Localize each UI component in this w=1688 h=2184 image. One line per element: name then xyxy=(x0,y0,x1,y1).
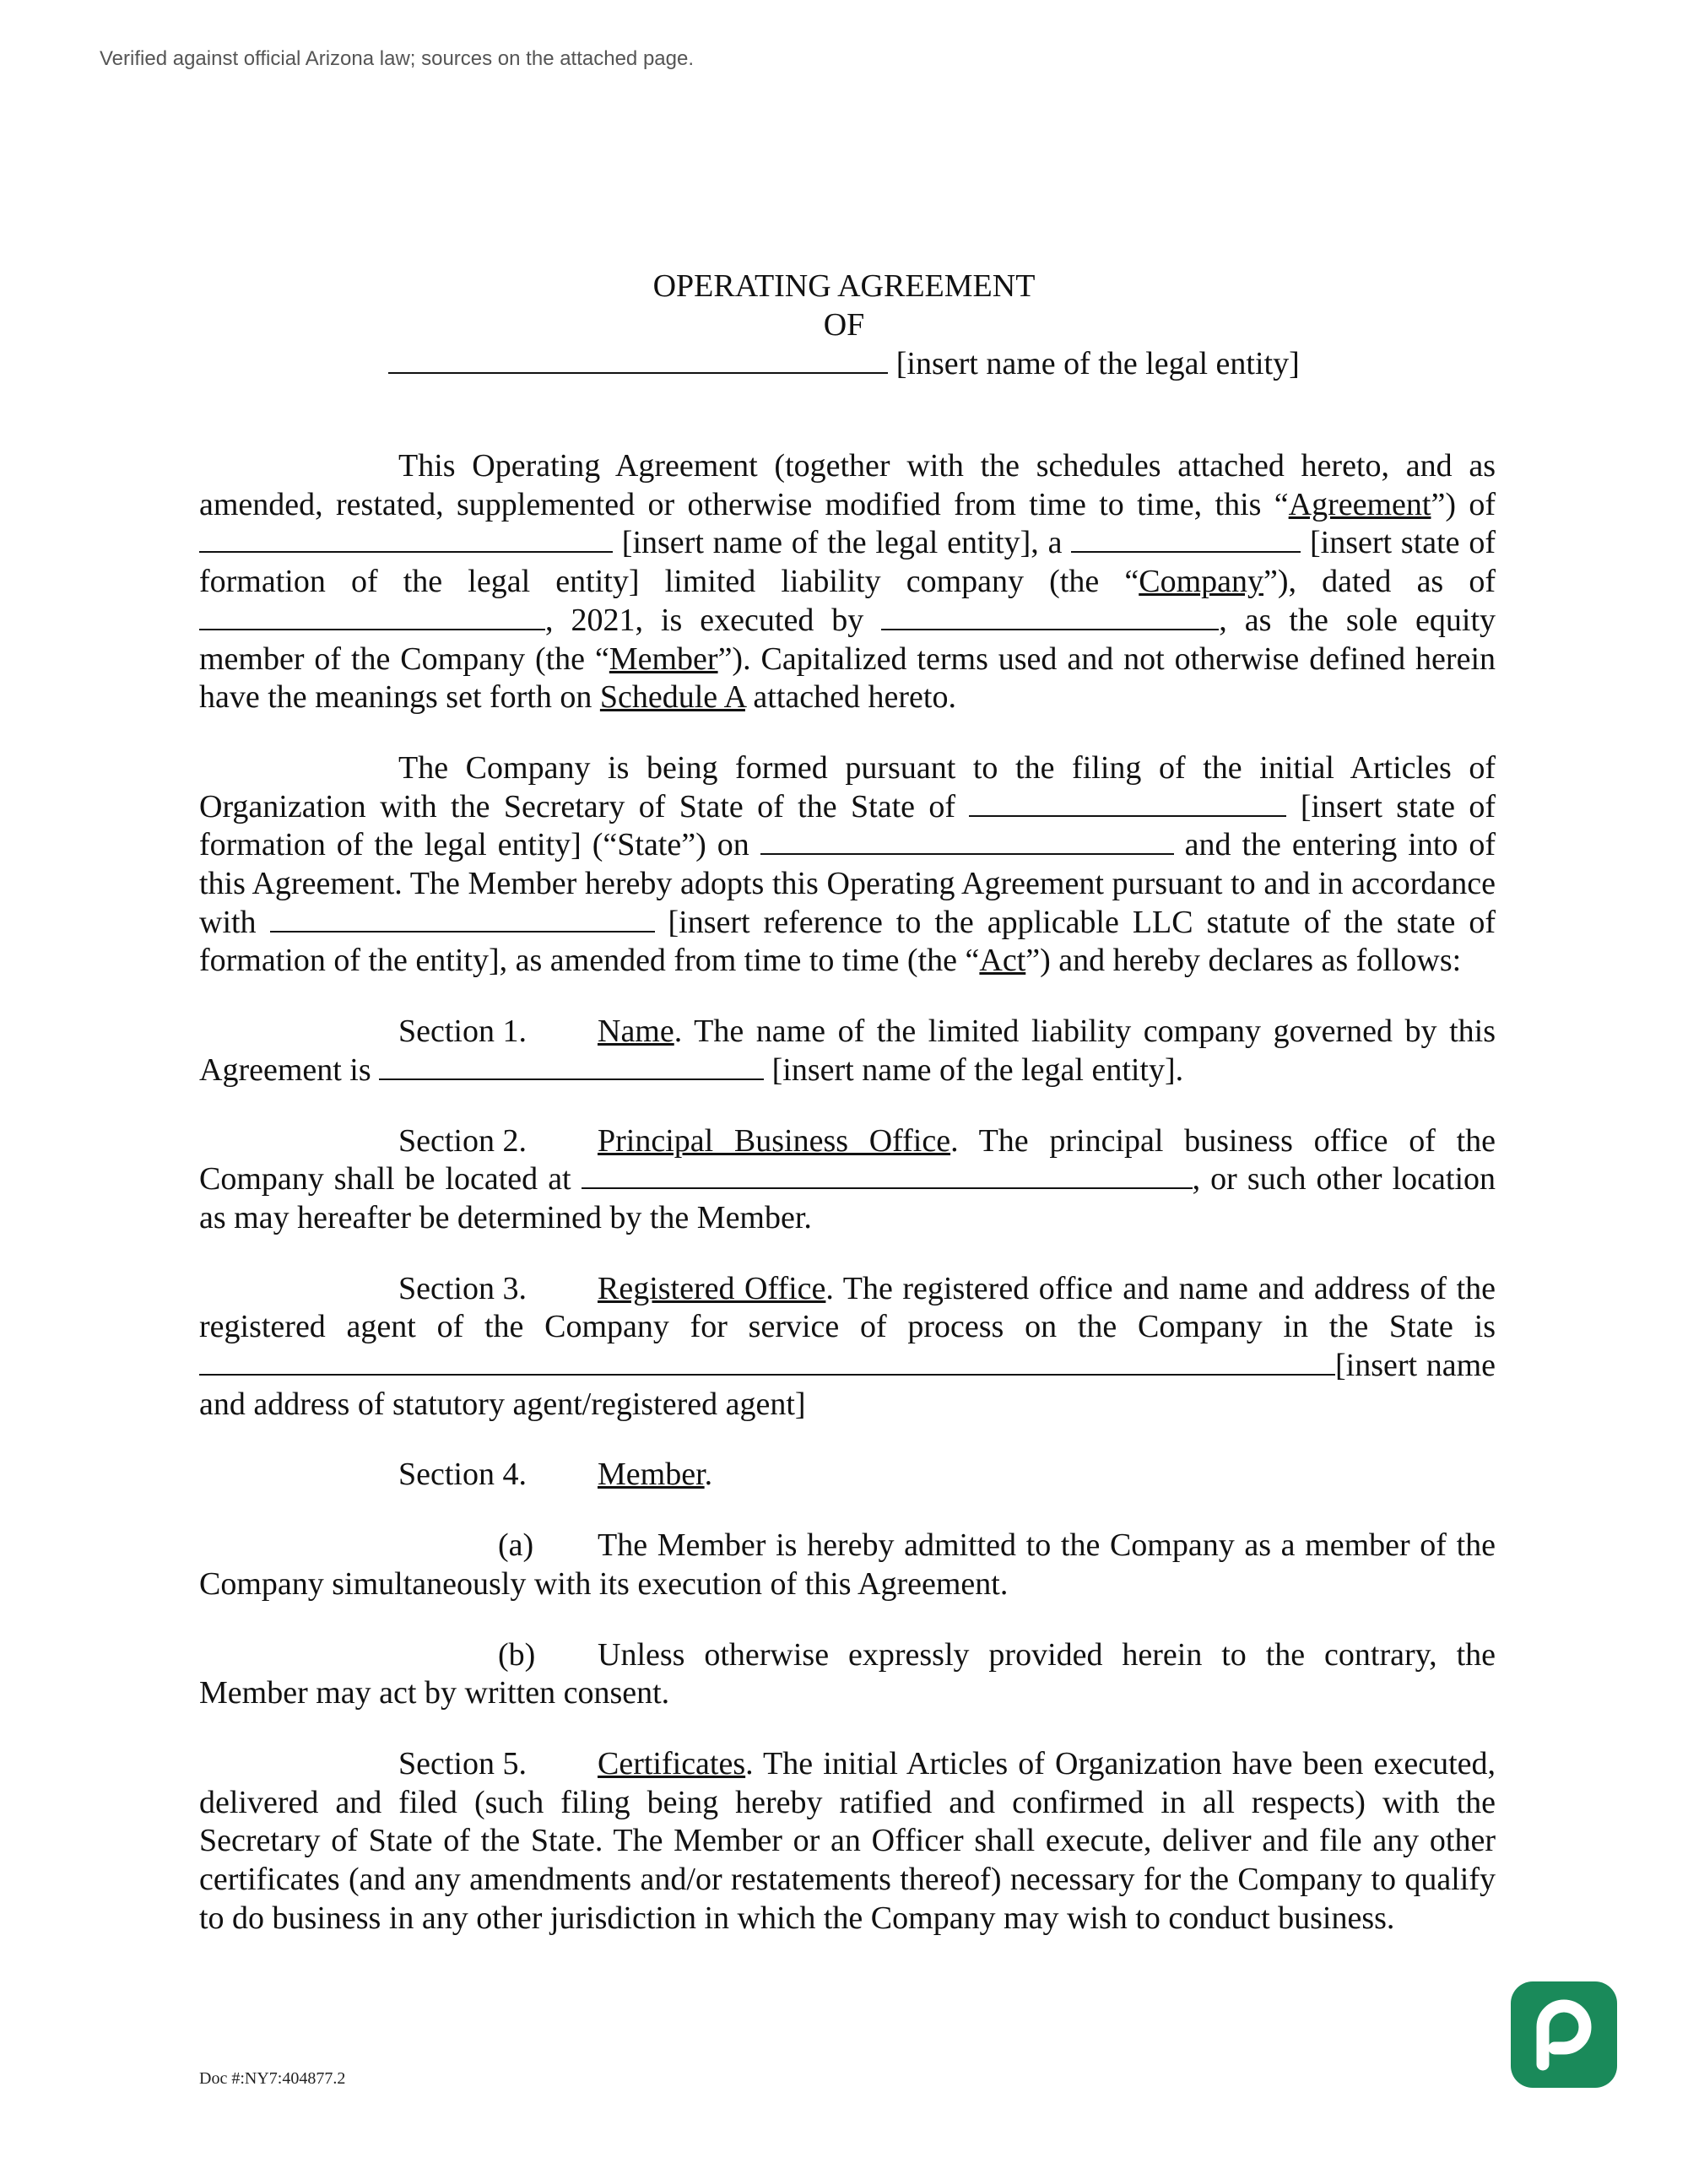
section-1-name: Section 1. Name. The name of the limited liability company governed by this Agreement is [insert name of the legal entity]. xyxy=(199,1014,1496,1088)
formation-date-blank[interactable] xyxy=(760,828,1174,855)
section-number: Section 1. xyxy=(398,1014,527,1050)
defined-term-company: Company xyxy=(1139,564,1263,600)
statute-reference-blank[interactable] xyxy=(270,905,655,933)
date-blank[interactable] xyxy=(199,603,545,630)
section-4a: (a) The Member is hereby admitted to the Company as a member of the Company simultaneously with its execution of this Agreement. xyxy=(199,1527,1496,1602)
clause-label: (b) xyxy=(498,1636,536,1673)
section-4-member: Section 4. Member. xyxy=(199,1456,1496,1495)
section-4b: (b) Unless otherwise expressly provided herein to the contrary, the Member may act by written consent. xyxy=(199,1636,1496,1711)
section-number: Section 4. xyxy=(398,1457,527,1493)
defined-term-act: Act xyxy=(979,943,1026,979)
defined-term-member: Member xyxy=(609,641,718,677)
state-blank[interactable] xyxy=(1071,526,1301,553)
section-heading: Name xyxy=(598,1014,674,1050)
section-2-principal-office: Section 2. Principal Business Office. The principal business office of the Company shall be located at , or such other location as may hereafter be determined by the Member. xyxy=(199,1122,1496,1235)
document-title-of: OF xyxy=(823,307,865,343)
document-title: OPERATING AGREEMENT xyxy=(652,268,1036,304)
doc-number: Doc #:NY7:404877.2 xyxy=(199,2069,346,2088)
section-heading: Registered Office xyxy=(598,1270,826,1306)
section-heading: Principal Business Office xyxy=(598,1122,951,1159)
clause-label: (a) xyxy=(498,1527,534,1564)
registered-agent-blank[interactable] xyxy=(199,1349,1335,1376)
p-logo-icon xyxy=(1511,1981,1617,2088)
formation-state-blank[interactable] xyxy=(969,790,1286,817)
entity-name-hint: [insert name of the legal entity] xyxy=(888,346,1300,381)
document-body xyxy=(199,447,1496,1970)
company-name-blank[interactable] xyxy=(199,526,613,553)
entity-name-blank[interactable] xyxy=(388,347,888,374)
section-heading: Member xyxy=(598,1457,705,1493)
llc-name-blank[interactable] xyxy=(379,1053,764,1080)
header-note: Verified against official Arizona law; sources on the attached page. xyxy=(100,47,695,70)
section-5-certificates: Section 5. Certificates. The initial Articles of Organization have been executed, delivered and filed (such filing being hereby ratified and confirmed in all respects) with the Secretary of State of the State. The Member or an Officer shall execute, deliver and file any other certificates (and any amendments and/or restatements thereof) necessary for the Company to qualify to do business in any other jurisdiction in which the Company may wish to conduct business. xyxy=(199,1745,1496,1936)
executor-blank[interactable] xyxy=(881,603,1219,630)
schedule-a-link: Schedule A xyxy=(599,679,745,716)
document-title-entity xyxy=(0,344,1688,383)
office-address-blank[interactable] xyxy=(582,1162,1193,1189)
section-heading: Certificates xyxy=(598,1745,746,1781)
defined-term-agreement: Agreement xyxy=(1288,486,1431,522)
section-3-registered-office: Section 3. Registered Office. The registered office and name and address of the registered agent of the Company for service of process on the Company in the State is [insert name and address of statutory agent/registered agent] xyxy=(199,1270,1496,1422)
section-number: Section 3. xyxy=(398,1270,527,1306)
section-number: Section 2. xyxy=(398,1122,527,1159)
section-number: Section 5. xyxy=(398,1745,527,1781)
intro-paragraph-2: The Company is being formed pursuant to the filing of the initial Articles of Organization with the Secretary of State of the State of [insert state of formation of the legal entity] (“State”) on and the entering into of this Agreement. The Member hereby adopts this Operating Agreement pursuant to and in accordance with [insert reference to the applicable LLC statute of the state of formation of the entity], as amended from time to time (the “Act”) and hereby declares as follows: xyxy=(199,749,1496,979)
intro-paragraph-1: This Operating Agreement (together with the schedules attached hereto, and as amended, restated, supplemented or otherwise modified from time to time, this “Agreement”) of [insert name of the legal entity], a [insert state of formation of the legal entity] limited liability company (the “Company”), dated as of , 2021, is executed by , as the sole equity member of the Company (the “Member”). Capitalized terms used and not otherwise defined herein have the meanings set forth on Schedule A attached hereto. xyxy=(199,448,1496,716)
